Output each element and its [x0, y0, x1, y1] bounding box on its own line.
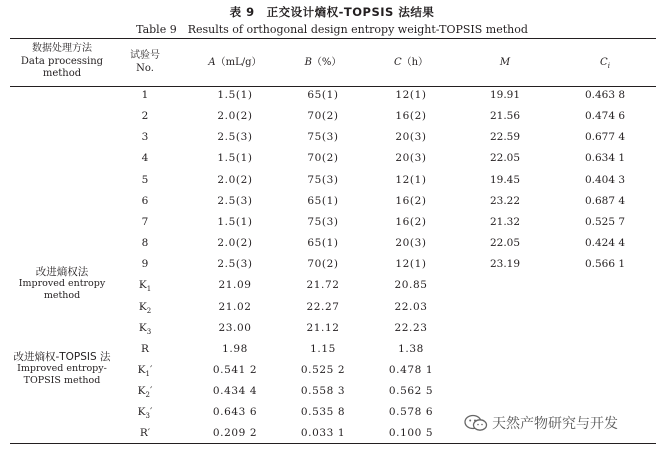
- cell-ci: 0.634 1: [584, 152, 626, 165]
- cell-c: 20.85: [394, 279, 428, 292]
- wechat-icon: [464, 414, 488, 432]
- row-no-suffix: ′: [149, 406, 153, 419]
- row-no-letter: K: [137, 406, 146, 419]
- header-no-cn: 试验号: [130, 50, 160, 61]
- cell-a: 2.5(3): [217, 131, 253, 144]
- cell-c: 12(1): [395, 258, 427, 271]
- cell-a: 21.02: [218, 300, 252, 313]
- row-number: [130, 301, 160, 315]
- row-number: [130, 279, 160, 293]
- row-no-sub: 3: [145, 412, 150, 421]
- row-no-suffix: ′: [149, 385, 153, 398]
- cell-ci: 0.677 4: [584, 131, 626, 144]
- header-method-en1: Data processing: [20, 55, 104, 67]
- cell-a: 0.209 2: [212, 427, 258, 440]
- method-label-topsis: [10, 351, 114, 387]
- row-no-letter: K: [138, 300, 147, 313]
- cell-a: 23.00: [218, 321, 252, 334]
- cell-a: 2.5(3): [217, 258, 253, 271]
- cell-ci: 0.404 3: [584, 173, 626, 186]
- cell-b: 75(3): [307, 215, 339, 228]
- cell-ci: 0.566 1: [584, 258, 626, 271]
- row-no-sub: 1: [145, 370, 150, 379]
- cell-a: 0.541 2: [212, 363, 258, 376]
- cell-c: 16(2): [395, 215, 427, 228]
- cell-b: 70(2): [307, 152, 339, 165]
- row-no-letter: K: [137, 385, 146, 398]
- bottom-rule: [10, 443, 656, 444]
- row-number: R′: [139, 427, 151, 440]
- table-title-cn: 表 9 正交设计熵权-TOPSIS 法结果: [229, 5, 435, 19]
- cell-a: 1.98: [222, 342, 248, 355]
- row-number: 8: [141, 237, 149, 250]
- cell-c: 20(3): [395, 131, 427, 144]
- cell-c: 22.03: [394, 300, 428, 313]
- cell-c: 0.562 5: [388, 385, 434, 398]
- header-method-cn: 数据处理方法: [32, 43, 92, 54]
- cell-b: 65(1): [307, 194, 339, 207]
- row-number: [130, 322, 160, 336]
- cell-b: 65(1): [307, 89, 339, 101]
- header-c-unit: （h）: [401, 57, 429, 68]
- cell-b: 1.15: [310, 342, 336, 355]
- header-a: A（mL/g）: [208, 57, 262, 68]
- cell-b: 70(2): [307, 110, 339, 123]
- cell-a: 0.434 4: [212, 385, 258, 398]
- row-number: [130, 385, 160, 399]
- cell-m: 19.91: [489, 89, 521, 101]
- row-no-suffix: ′: [149, 363, 153, 376]
- row-number: 3: [141, 131, 149, 144]
- cell-c: 0.100 5: [388, 427, 434, 440]
- cell-a: 2.5(3): [217, 194, 253, 207]
- header-ci-letter: C: [600, 57, 608, 68]
- row-number: 9: [141, 258, 149, 271]
- header-method-en2: method: [42, 68, 82, 79]
- cell-c: 16(2): [395, 194, 427, 207]
- cell-ci: 0.687 4: [584, 194, 626, 207]
- cell-m: 19.45: [489, 173, 521, 186]
- method-entropy-en2: method: [43, 290, 81, 301]
- cell-c: 20(3): [395, 152, 427, 165]
- cell-ci: 0.525 7: [584, 215, 626, 228]
- cell-c: 12(1): [395, 89, 427, 101]
- method-entropy-cn: 改进熵权法: [35, 266, 89, 278]
- cell-ci: 0.474 6: [584, 110, 626, 123]
- cell-ci: 0.424 4: [584, 237, 626, 250]
- cell-c: 20(3): [395, 237, 427, 250]
- row-no-sub: 3: [146, 327, 152, 336]
- cell-m: 22.05: [489, 152, 521, 165]
- cell-ci: 0.463 8: [584, 89, 626, 101]
- cell-b: 70(2): [307, 258, 339, 271]
- header-rule: [10, 86, 656, 87]
- row-no-letter: K: [138, 279, 147, 292]
- cell-b: 75(3): [307, 173, 339, 186]
- watermark: [464, 413, 618, 433]
- cell-c: 1.38: [398, 342, 424, 355]
- cell-b: 22.27: [306, 300, 340, 313]
- cell-m: 22.05: [489, 237, 521, 250]
- method-label-entropy: [10, 266, 114, 302]
- header-c: C（h）: [393, 57, 429, 68]
- cell-c: 0.578 6: [388, 406, 434, 419]
- row-number: 4: [141, 152, 149, 165]
- cell-c: 16(2): [395, 110, 427, 123]
- method-entropy-en1: Improved entropy: [18, 278, 106, 289]
- cell-m: 23.22: [489, 194, 521, 207]
- header-no-en: No.: [136, 62, 154, 74]
- header-b: B（%）: [304, 57, 342, 68]
- cell-a: 1.5(1): [217, 89, 253, 101]
- row-number: 1: [141, 89, 149, 101]
- header-m: M: [499, 57, 511, 68]
- row-number: 7: [141, 215, 149, 228]
- row-no-sub: 2: [145, 391, 150, 400]
- cell-c: 12(1): [395, 173, 427, 186]
- row-number: [130, 364, 160, 378]
- top-rule: [10, 38, 656, 39]
- method-topsis-en2: TOPSIS method: [23, 375, 101, 386]
- cell-a: 1.5(1): [217, 152, 253, 165]
- row-no-letter: K: [137, 363, 146, 376]
- row-no-letter: K: [138, 321, 147, 334]
- method-topsis-cn: 改进熵权-TOPSIS 法: [13, 351, 111, 363]
- cell-b: 21.72: [306, 279, 340, 292]
- cell-m: 23.19: [489, 258, 521, 271]
- cell-b: 21.12: [306, 321, 340, 334]
- cell-c: 0.478 1: [388, 363, 434, 376]
- method-topsis-en1: Improved entropy-: [17, 363, 107, 374]
- cell-b: 0.535 8: [300, 406, 346, 419]
- row-number: [130, 406, 160, 420]
- cell-b: 65(1): [307, 237, 339, 250]
- cell-b: 0.033 1: [300, 427, 346, 440]
- table-title-en: Table 9 Results of orthogonal design entropy weight-TOPSIS method: [136, 23, 528, 36]
- header-a-unit: （mL/g）: [215, 57, 262, 68]
- cell-b: 75(3): [307, 131, 339, 144]
- header-method: [10, 43, 114, 81]
- row-number: 5: [141, 173, 149, 186]
- header-b-unit: （%）: [311, 57, 342, 68]
- cell-a: 0.643 6: [212, 406, 258, 419]
- row-no-sub: 2: [146, 306, 152, 315]
- cell-b: 0.558 3: [300, 385, 346, 398]
- cell-a: 1.5(1): [217, 215, 253, 228]
- row-number: R: [141, 342, 149, 355]
- header-no: [125, 50, 165, 75]
- header-ci-sub: i: [607, 62, 610, 70]
- cell-a: 21.09: [218, 279, 252, 292]
- cell-m: 21.32: [489, 215, 521, 228]
- cell-c: 22.23: [394, 321, 428, 334]
- cell-a: 2.0(2): [217, 110, 253, 123]
- row-no-sub: 1: [146, 285, 152, 294]
- cell-b: 0.525 2: [300, 363, 346, 376]
- watermark-text: 天然产物研究与开发: [492, 416, 618, 432]
- cell-m: 21.56: [489, 110, 521, 123]
- row-number: 6: [141, 194, 149, 207]
- row-number: 2: [141, 110, 149, 123]
- cell-m: 22.59: [489, 131, 521, 144]
- header-ci: [570, 57, 640, 73]
- cell-a: 2.0(2): [217, 237, 253, 250]
- cell-a: 2.0(2): [217, 173, 253, 186]
